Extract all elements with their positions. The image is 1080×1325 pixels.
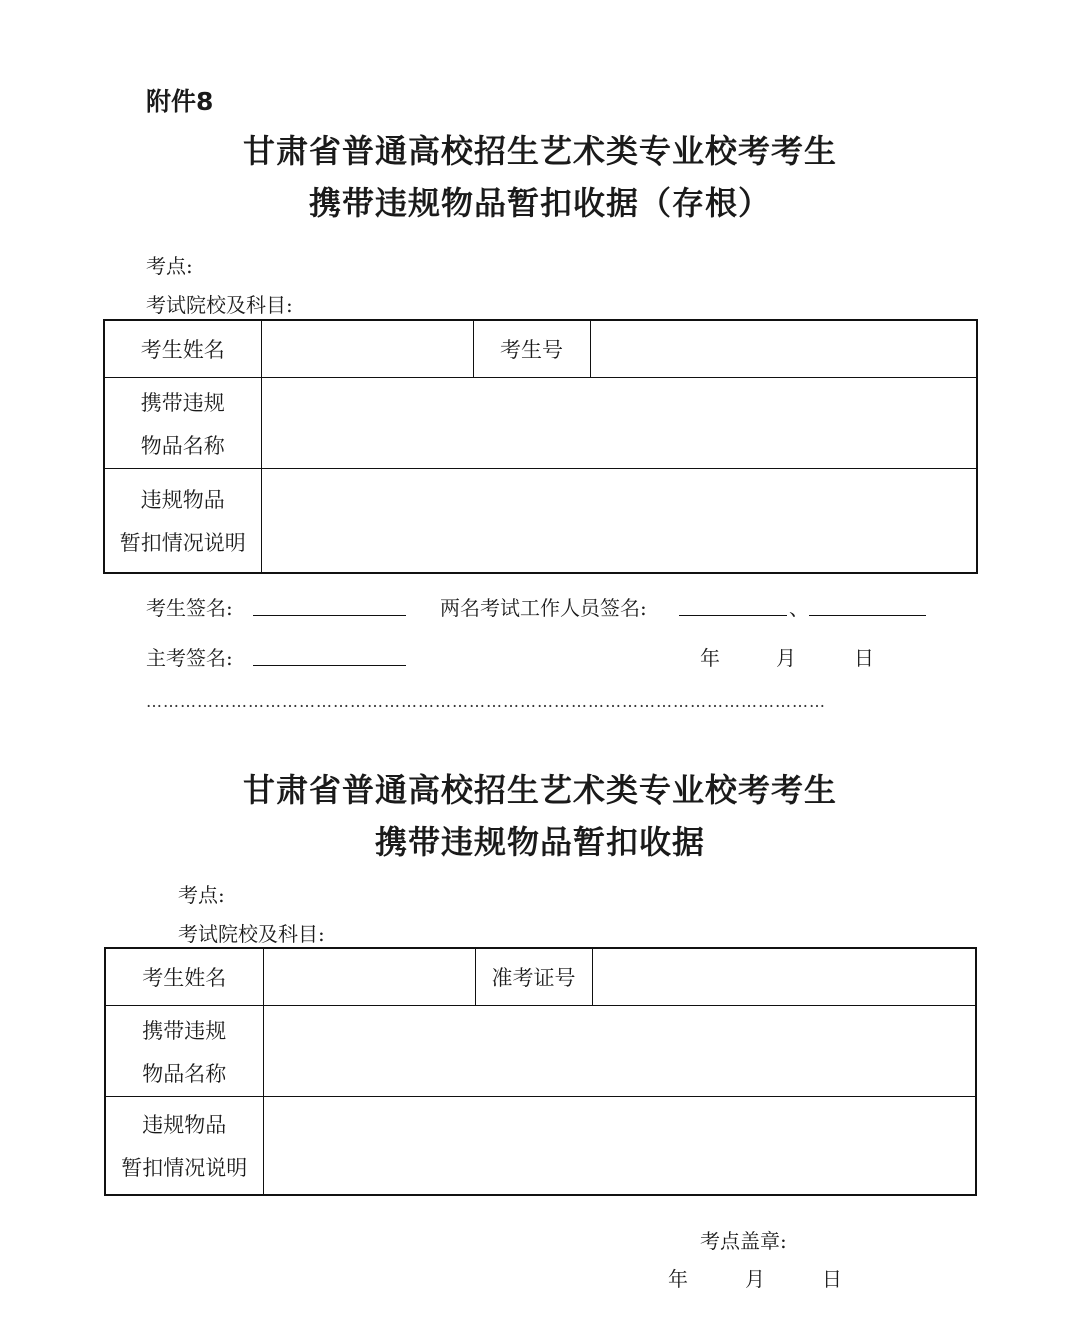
stub-staff-sign-line-2[interactable] xyxy=(809,615,926,616)
stub-candidate-sign-line[interactable] xyxy=(253,615,406,616)
stub-staff-sign-line-1[interactable] xyxy=(679,615,787,616)
stub-desc-label-line1: 违规物品 xyxy=(140,488,225,513)
receipt-title-line2: 携带违规物品暂扣收据 xyxy=(374,823,705,861)
receipt-id-field[interactable] xyxy=(592,948,976,1005)
receipt-name-label: 考生姓名 xyxy=(105,948,263,1005)
receipt-date-month: 月 xyxy=(745,1267,765,1291)
stub-items-label-line2: 物品名称 xyxy=(140,433,225,458)
receipt-date-day: 日 xyxy=(822,1267,842,1291)
stub-chief-sign-line[interactable] xyxy=(253,665,406,666)
receipt-desc-field[interactable] xyxy=(263,1096,976,1195)
stub-staff-separator: 、 xyxy=(789,596,809,620)
stub-title-line1: 甘肃省普通高校招生艺术类专业校考考生 xyxy=(242,132,837,170)
attachment-number: 附件8 xyxy=(146,87,214,116)
receipt-desc-label xyxy=(105,1096,263,1195)
stub-chief-sign-label: 主考签名: xyxy=(146,646,233,670)
stub-items-label-line1: 携带违规 xyxy=(140,390,225,415)
receipt-school-subject-label: 考试院校及科目: xyxy=(178,922,325,946)
receipt-items-field[interactable] xyxy=(263,1005,976,1096)
stub-date-day: 日 xyxy=(854,646,874,670)
stub-exam-site-label: 考点: xyxy=(146,254,193,278)
stub-date-year: 年 xyxy=(700,646,720,670)
receipt-name-field[interactable] xyxy=(263,948,475,1005)
receipt-title-line1: 甘肃省普通高校招生艺术类专业校考考生 xyxy=(242,771,837,809)
stub-name-field[interactable] xyxy=(261,320,473,377)
receipt-id-label: 准考证号 xyxy=(475,948,592,1005)
cut-line: ………………………………………………………………………………………………………… xyxy=(146,692,826,711)
receipt-date-year: 年 xyxy=(668,1267,688,1291)
receipt-seal-label: 考点盖章: xyxy=(700,1229,787,1253)
receipt-items-label-line1: 携带违规 xyxy=(142,1018,227,1043)
stub-staff-sign-label: 两名考试工作人员签名: xyxy=(440,596,647,620)
stub-date-month: 月 xyxy=(776,646,796,670)
stub-items-label xyxy=(104,377,261,468)
receipt-desc-label-line2: 暂扣情况说明 xyxy=(121,1156,248,1181)
receipt-form-table xyxy=(104,947,977,1196)
receipt-items-label xyxy=(105,1005,263,1096)
stub-school-subject-label: 考试院校及科目: xyxy=(146,293,293,317)
stub-desc-label-line2: 暂扣情况说明 xyxy=(119,531,246,556)
stub-name-label: 考生姓名 xyxy=(104,320,261,377)
receipt-exam-site-label: 考点: xyxy=(178,883,225,907)
stub-desc-field[interactable] xyxy=(261,468,977,573)
stub-form-table xyxy=(103,319,978,574)
receipt-items-label-line2: 物品名称 xyxy=(142,1061,227,1086)
stub-desc-label xyxy=(104,468,261,573)
stub-id-field[interactable] xyxy=(590,320,977,377)
receipt-desc-label-line1: 违规物品 xyxy=(142,1113,227,1138)
stub-title-line2: 携带违规物品暂扣收据（存根） xyxy=(308,184,771,222)
stub-id-label: 考生号 xyxy=(473,320,590,377)
stub-items-field[interactable] xyxy=(261,377,977,468)
stub-candidate-sign-label: 考生签名: xyxy=(146,596,233,620)
